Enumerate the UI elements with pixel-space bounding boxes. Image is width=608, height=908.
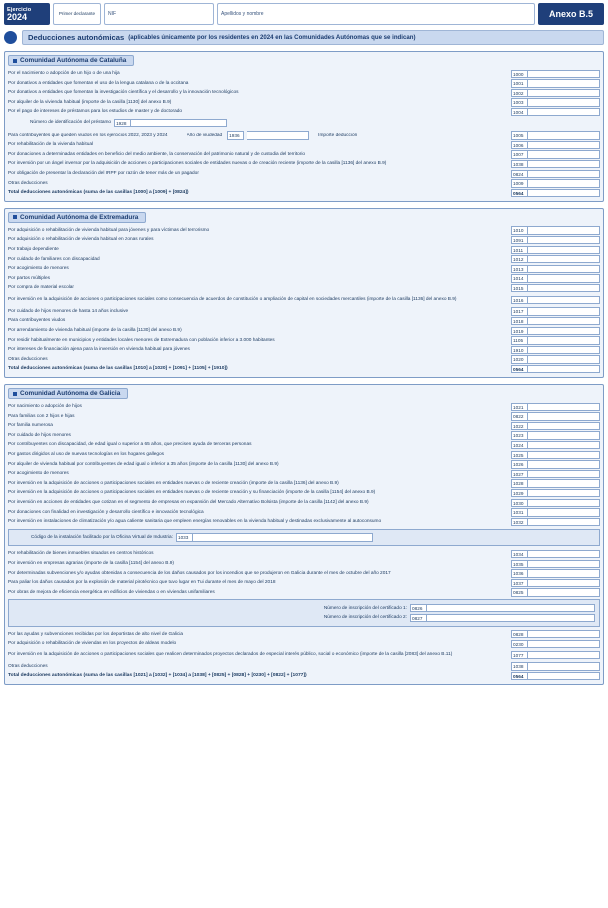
- row-value-input[interactable]: [528, 141, 600, 149]
- row-label: Por adquisición o rehabilitación de viviendas en los proyectos de aldeas modelo: [8, 641, 177, 647]
- row-value-input[interactable]: [528, 630, 600, 638]
- table-row: [8, 326, 600, 336]
- row-value-input[interactable]: [528, 131, 600, 139]
- table-row: [8, 479, 600, 489]
- row-label: Por inversión en la adquisición de acciones o participaciones sociales como consecuencia de acuerdos de constitución o ampliación de capital en sociedades mercantiles (importe de la casilla [1136] del anexo B.9): [8, 297, 457, 303]
- widow-row-cell: [8, 131, 511, 141]
- row-value-input[interactable]: [528, 412, 600, 420]
- table-row: [8, 235, 600, 245]
- table-row: [8, 559, 600, 569]
- row-value-input[interactable]: [528, 479, 600, 487]
- square-bullet-icon: [13, 215, 17, 219]
- row-code: 1006: [511, 141, 528, 149]
- row-value-input[interactable]: [528, 451, 600, 459]
- table-row: [8, 316, 600, 326]
- nif-field[interactable]: [104, 3, 214, 25]
- row-label: Por familia numerosa: [8, 423, 53, 429]
- row-label: Por residir habitualmente en municipios y entidades locales menores de Extremadura con población inferior a 3.000 habitantes: [8, 337, 275, 343]
- row-value-input[interactable]: [528, 160, 600, 168]
- total-label: Total deducciones autonómicas (suma de las casillas [1010] a [1020] + [1091] + [1105] + [1910]): [8, 366, 228, 372]
- page-subtitle: (aplicables únicamente por los residentes en 2024 en las Comunidades Autónomas que se indican): [128, 33, 416, 41]
- bullet-icon: [4, 31, 17, 44]
- table-row: [8, 431, 600, 441]
- certificate-2-code: 0827: [410, 614, 427, 622]
- row-code: 1021: [511, 403, 528, 411]
- row-label: Por cuidado de hijos menores de hasta 14 años inclusive: [8, 308, 129, 314]
- square-bullet-icon: [13, 392, 17, 396]
- cataluna-heading-tab: [8, 55, 134, 66]
- total-value-input[interactable]: [528, 365, 600, 373]
- row-label: Por nacimiento o adopción de hijos: [8, 404, 82, 410]
- certificate-1-label: Número de inscripción del certificado 1:: [323, 605, 407, 611]
- row-code: 1014: [511, 274, 528, 282]
- certificate-2-input[interactable]: [427, 614, 595, 622]
- row-code: 1022: [511, 422, 528, 430]
- row-label: Por donativos a entidades que fomentan la investigación científica y el desarrollo y la innovación tecnológicos: [8, 90, 239, 96]
- row-code: 1025: [511, 451, 528, 459]
- row-code: 1029: [511, 489, 528, 497]
- certificates-panel: [8, 599, 600, 626]
- row-label: Por inversión en la adquisición de acciones o participaciones sociales en entidades nuevas o de reciente creación (importe de la casilla [1136] del anexo B.9): [8, 480, 339, 486]
- total-label: Total deducciones autonómicas (suma de las casillas [1000] a [1009] + [0824]): [8, 190, 189, 196]
- name-label: Apellidos y nombre: [221, 11, 264, 17]
- row-code: 1091: [511, 236, 528, 244]
- table-row: [8, 549, 600, 559]
- table-row: [8, 630, 600, 640]
- table-row: [8, 98, 600, 108]
- annex-badge: Anexo B.5: [538, 3, 604, 25]
- row-value-input[interactable]: [528, 588, 600, 596]
- row-label: Por inversión en empresas agrarias (importe de la casilla [1154] del anexo B.9): [8, 560, 174, 566]
- galicia-rows-3: [8, 630, 600, 681]
- section-title-bar: [4, 29, 604, 45]
- row-value-input[interactable]: [528, 640, 600, 648]
- table-row: [8, 245, 600, 255]
- row-value-input[interactable]: [528, 179, 600, 187]
- certificate-2-label: Número de inscripción del certificado 2:: [323, 615, 407, 621]
- row-value-input[interactable]: [528, 226, 600, 234]
- row-code: 1026: [511, 460, 528, 468]
- row-label: Por partos múltiples: [8, 275, 50, 281]
- row-value-input[interactable]: [528, 255, 600, 263]
- row-code: 1015: [511, 284, 528, 292]
- cataluna-heading-row: [8, 55, 600, 66]
- row-label: Para contribuyentes que queden viudos en los ejercicios 2022, 2023 y 2024: [8, 132, 168, 138]
- name-field[interactable]: [217, 3, 535, 25]
- row-code: 1032: [511, 518, 528, 526]
- row-label: Por donaciones a determinadas entidades en beneficio del medio ambiente, la conservación del patrimonio natural y de custodia del territorio: [8, 151, 306, 157]
- row-code: 1030: [511, 499, 528, 507]
- row-value-input[interactable]: [528, 98, 600, 106]
- table-row-total: [8, 188, 600, 198]
- table-row: [8, 274, 600, 284]
- row-value-input[interactable]: [528, 236, 600, 244]
- row-value-input[interactable]: [528, 579, 600, 587]
- row-label: Por adquisición o rehabilitación de vivienda habitual para jóvenes y para víctimas del terrorismo: [8, 227, 210, 233]
- row-label: Por las ayudas y subvenciones recibidas por los deportistas de alto nivel de Galicia: [8, 631, 184, 637]
- row-code: 1007: [511, 150, 528, 158]
- row-value-input[interactable]: [528, 560, 600, 568]
- row-label: Por inversión en acciones de entidades que cotizan en el segmento de empresas en expansión del Mercado Alternativo Bolsista (importe de la casilla [1142] del anexo B.9): [8, 499, 369, 505]
- row-label: Por alquiler de la vivienda habitual (importe de la casilla [1130] del anexo B.9): [8, 99, 172, 105]
- table-row: [8, 336, 600, 346]
- extremadura-heading-tab: [8, 212, 146, 223]
- table-row: [8, 79, 600, 89]
- row-label: Por gastos dirigidos al uso de nuevas tecnologías en los hogares gallegos: [8, 452, 165, 457]
- row-code: 1038: [511, 160, 528, 168]
- row-value-input[interactable]: [528, 284, 600, 292]
- row-code: 1005: [511, 131, 528, 139]
- row-value-input[interactable]: [528, 662, 600, 670]
- row-value-input[interactable]: [528, 246, 600, 254]
- table-row: [8, 578, 600, 588]
- row-label: Por arrendamiento de vivienda habitual (importe de la casilla [1130] del anexo B.9): [8, 328, 182, 334]
- row-value-input[interactable]: [528, 489, 600, 497]
- row-value-input[interactable]: [528, 150, 600, 158]
- row-label: Por obras de mejora de eficiencia energética en edificios de viviendas o en viviendas unifamiliares: [8, 589, 215, 595]
- table-row: [8, 307, 600, 317]
- table-row: [8, 402, 600, 412]
- row-label: Por cuidado de hijos menores: [8, 432, 71, 438]
- row-label: Por acogimiento de menores: [8, 471, 69, 477]
- row-code: 1034: [511, 550, 528, 558]
- row-value-input[interactable]: [528, 79, 600, 87]
- row-value-input[interactable]: [528, 470, 600, 478]
- row-code: 1031: [511, 508, 528, 516]
- table-row: [8, 69, 600, 79]
- row-label: Por adquisición o rehabilitación de vivienda habitual en zonas rurales: [8, 237, 154, 243]
- square-bullet-icon: [13, 59, 17, 63]
- row-code: 1020: [511, 355, 528, 363]
- block-cataluna: [4, 51, 604, 202]
- table-row: [8, 226, 600, 236]
- row-code: 0828: [511, 630, 528, 638]
- industry-code-panel: [8, 529, 600, 547]
- row-label: Por donaciones con finalidad en investigación y desarrollo científico e innovación tecnológica: [8, 509, 204, 515]
- loan-id-input[interactable]: [131, 119, 227, 127]
- row-label: Por trabajo dependiente: [8, 246, 59, 252]
- loan-id-row: [8, 118, 600, 128]
- row-code: 1105: [511, 336, 528, 344]
- cataluna-rows-2: [8, 131, 600, 198]
- widow-year-code: 1936: [227, 131, 244, 139]
- total-label: Total deducciones autonómicas (suma de las casillas [1021] a [1032] + [1034] a [1038] + [0825] + [0828] + [0230] + [0822] + [1077]): [8, 673, 307, 679]
- table-row: [8, 293, 600, 307]
- table-row: [8, 140, 600, 150]
- row-label: Por inversión por un ángel inversor por la adquisición de acciones o participaciones sociales de entidades nuevas o de creación reciente (importe de la casilla [1136] del anexo B.9): [8, 161, 387, 167]
- row-label: Por determinadas subvenciones y/o ayudas obtenidas a consecuencia de los daños causados por los incendios que se produjeron en Galicia durante el mes de octubre del año 2017: [8, 570, 391, 576]
- row-code: 0825: [511, 588, 528, 596]
- table-row: [8, 649, 600, 662]
- row-value-input[interactable]: [528, 460, 600, 468]
- row-code: 1003: [511, 98, 528, 106]
- row-code: 1018: [511, 317, 528, 325]
- row-label: Por el nacimiento o adopción de un hijo o de una hija: [8, 71, 120, 76]
- galicia-heading-tab: [8, 388, 128, 399]
- row-label: Por inversión en la adquisición de acciones o participaciones sociales que realicen determinados proyectos declarados de especial interés público, social o económico (importe de la casilla [2083] del anexo B.11): [8, 652, 453, 658]
- row-code: 1000: [511, 70, 528, 78]
- industry-code-box: 1033: [176, 533, 193, 541]
- row-code: 1012: [511, 255, 528, 263]
- row-value-input[interactable]: [528, 274, 600, 282]
- total-value-input[interactable]: [528, 672, 600, 680]
- row-label: Por rehabilitación de la vivienda habitual: [8, 142, 94, 148]
- exercise-year: 2024: [7, 11, 28, 22]
- galicia-heading-row: [8, 388, 600, 399]
- industry-code-input[interactable]: [193, 533, 373, 541]
- title-box: [22, 30, 604, 45]
- total-code: 0564: [511, 672, 528, 680]
- row-label: Por obligación de presentar la declaración del IRPF por razón de tener más de un pagador: [8, 170, 199, 176]
- table-row: [8, 264, 600, 274]
- row-code: 1011: [511, 246, 528, 254]
- galicia-rows-1: [8, 402, 600, 527]
- row-code: 1035: [511, 560, 528, 568]
- row-label: Por intereses de financiación ajena para la inversión en vivienda habitual para jóvenes: [8, 347, 190, 353]
- table-row: [8, 460, 600, 470]
- table-row: [8, 412, 600, 422]
- row-code: 1019: [511, 327, 528, 335]
- row-value-input[interactable]: [528, 265, 600, 273]
- row-value-input[interactable]: [528, 550, 600, 558]
- row-label: Para familias con 2 hijos e hijas: [8, 413, 75, 419]
- table-row: [8, 88, 600, 98]
- row-value-input[interactable]: [528, 296, 600, 304]
- exercise-year-box: [4, 3, 50, 25]
- row-value-input[interactable]: [528, 346, 600, 354]
- row-label: Por contribuyentes con discapacidad, de edad igual o superior a 65 años, que precisen ayuda de terceras personas: [8, 442, 252, 448]
- row-value-input[interactable]: [528, 108, 600, 116]
- table-row: [8, 255, 600, 265]
- row-value-input[interactable]: [528, 336, 600, 344]
- table-row: [8, 421, 600, 431]
- total-code: 0564: [511, 365, 528, 373]
- table-row: [8, 498, 600, 508]
- table-row: [8, 159, 600, 169]
- row-code: 0230: [511, 640, 528, 648]
- row-value-input[interactable]: [528, 441, 600, 449]
- row-value-input[interactable]: [528, 355, 600, 363]
- row-value-input[interactable]: [528, 518, 600, 526]
- row-value-input[interactable]: [528, 651, 600, 659]
- block-galicia: [4, 384, 604, 685]
- row-label: Por rehabilitación de bienes inmuebles situados en centros históricos: [8, 551, 154, 557]
- row-code: 0824: [511, 170, 528, 178]
- row-value-input[interactable]: [528, 422, 600, 430]
- row-label: Para contribuyentes viudos: [8, 318, 66, 324]
- table-row: [8, 150, 600, 160]
- row-value-input[interactable]: [528, 89, 600, 97]
- table-row: [8, 488, 600, 498]
- cataluna-heading: Comunidad Autónoma de Cataluña: [20, 57, 127, 64]
- table-row: [8, 508, 600, 518]
- row-code: 1037: [511, 579, 528, 587]
- extremadura-heading: Comunidad Autónoma de Extremadura: [20, 213, 139, 221]
- table-row: [8, 131, 600, 141]
- table-row: [8, 469, 600, 479]
- table-row: [8, 588, 600, 598]
- row-code: 1024: [511, 441, 528, 449]
- row-code: 1023: [511, 431, 528, 439]
- loan-id-code: 1928: [114, 119, 131, 127]
- row-code: 1004: [511, 108, 528, 116]
- row-code: 1910: [511, 346, 528, 354]
- galicia-rows-2: [8, 549, 600, 597]
- row-code: 1017: [511, 307, 528, 315]
- table-row-total: [8, 671, 600, 681]
- row-code: 1077: [511, 651, 528, 659]
- table-row: [8, 662, 600, 672]
- table-row: [8, 517, 600, 527]
- row-label: Otras deducciones: [8, 356, 48, 362]
- table-row: [8, 283, 600, 293]
- row-label: Para paliar los daños causados por la explosión de material pirotécnico que tuvo lugar en Tui durante el mes de mayo del 2018: [8, 580, 276, 586]
- row-code: 0822: [511, 412, 528, 420]
- row-code: 1009: [511, 179, 528, 187]
- row-value-input[interactable]: [528, 431, 600, 439]
- row-code: 1016: [511, 296, 528, 304]
- row-value-input[interactable]: [528, 170, 600, 178]
- row-value-input[interactable]: [528, 508, 600, 516]
- table-row: [8, 569, 600, 579]
- row-value-input[interactable]: [528, 569, 600, 577]
- row-code: 1013: [511, 265, 528, 273]
- row-value-input[interactable]: [528, 327, 600, 335]
- row-label: Por inversión en la adquisición de acciones o participaciones sociales en entidades nuevas o de reciente creación y su financiación (importe de la casilla [1154] del anexo B.9): [8, 490, 376, 496]
- row-value-input[interactable]: [528, 70, 600, 78]
- table-row: [8, 107, 600, 117]
- widow-year-input[interactable]: [247, 131, 309, 139]
- total-code: 0564: [511, 189, 528, 197]
- table-row: [8, 450, 600, 460]
- row-label: Por compra de material escolar: [8, 285, 74, 291]
- table-row: [8, 169, 600, 179]
- row-label: Por inversión en instalaciones de climatización y/o agua caliente sanitaria que empleen energías renovables en la vivienda habitual y destinadas exclusivamente al autoconsumo: [8, 519, 382, 525]
- row-value-input[interactable]: [528, 499, 600, 507]
- page-title: Deducciones autonómicas: [28, 32, 125, 42]
- row-value-input[interactable]: [528, 317, 600, 325]
- table-row: [8, 345, 600, 355]
- deduction-amount-label: Importe deducción: [318, 132, 358, 138]
- row-code: 1038: [511, 662, 528, 670]
- row-label: Otras deducciones: [8, 663, 48, 669]
- table-row: [8, 179, 600, 189]
- row-code: 1028: [511, 479, 528, 487]
- row-label: Por donativos a entidades que fomentan el uso de la lengua catalana o de la occitana: [8, 80, 189, 86]
- block-extremadura: [4, 208, 604, 378]
- row-value-input[interactable]: [528, 307, 600, 315]
- extremadura-heading-row: [8, 212, 600, 223]
- cataluna-rows-1: [8, 69, 600, 117]
- declarant-label: Primer declarante: [53, 3, 101, 25]
- certificate-row-2: [13, 613, 595, 623]
- certificate-1-code: 0826: [410, 604, 427, 612]
- total-value-input[interactable]: [528, 189, 600, 197]
- row-label: Por cuidado de familiares con discapacidad: [8, 256, 100, 262]
- industry-code-row: [13, 533, 595, 543]
- row-label: Otras deducciones: [8, 180, 48, 186]
- nif-label: NIF: [108, 11, 117, 17]
- row-code: 1036: [511, 569, 528, 577]
- table-row: [8, 440, 600, 450]
- widow-year-label: Año de viudedad: [186, 132, 223, 138]
- table-row-total: [8, 364, 600, 374]
- row-code: 1002: [511, 89, 528, 97]
- industry-code-label: Código de la instalación facilitado por la Oficina Virtual de Industria:: [31, 535, 173, 541]
- row-code: 1027: [511, 470, 528, 478]
- row-label: Por el pago de intereses de préstamos para los estudios de master y de doctorado: [8, 109, 183, 115]
- certificate-1-input[interactable]: [427, 604, 595, 612]
- galicia-heading: Comunidad Autónoma de Galicia: [20, 390, 121, 398]
- row-label: Por alquiler de vivienda habitual por contribuyentes de edad igual o inferior a 35 años (importe de la casilla [1130] del anexo B.9): [8, 461, 279, 467]
- table-row: [8, 355, 600, 365]
- document-header: [4, 3, 604, 25]
- row-value-input[interactable]: [528, 403, 600, 411]
- loan-id-label: Número de identificación del préstamo: [30, 120, 112, 126]
- table-row: [8, 639, 600, 649]
- certificate-row-1: [13, 603, 595, 613]
- extremadura-rows: [8, 226, 600, 374]
- row-label: Por acogimiento de menores: [8, 266, 69, 272]
- exercise-label: Ejercicio: [7, 6, 32, 13]
- row-code: 1001: [511, 79, 528, 87]
- row-code: 1010: [511, 226, 528, 234]
